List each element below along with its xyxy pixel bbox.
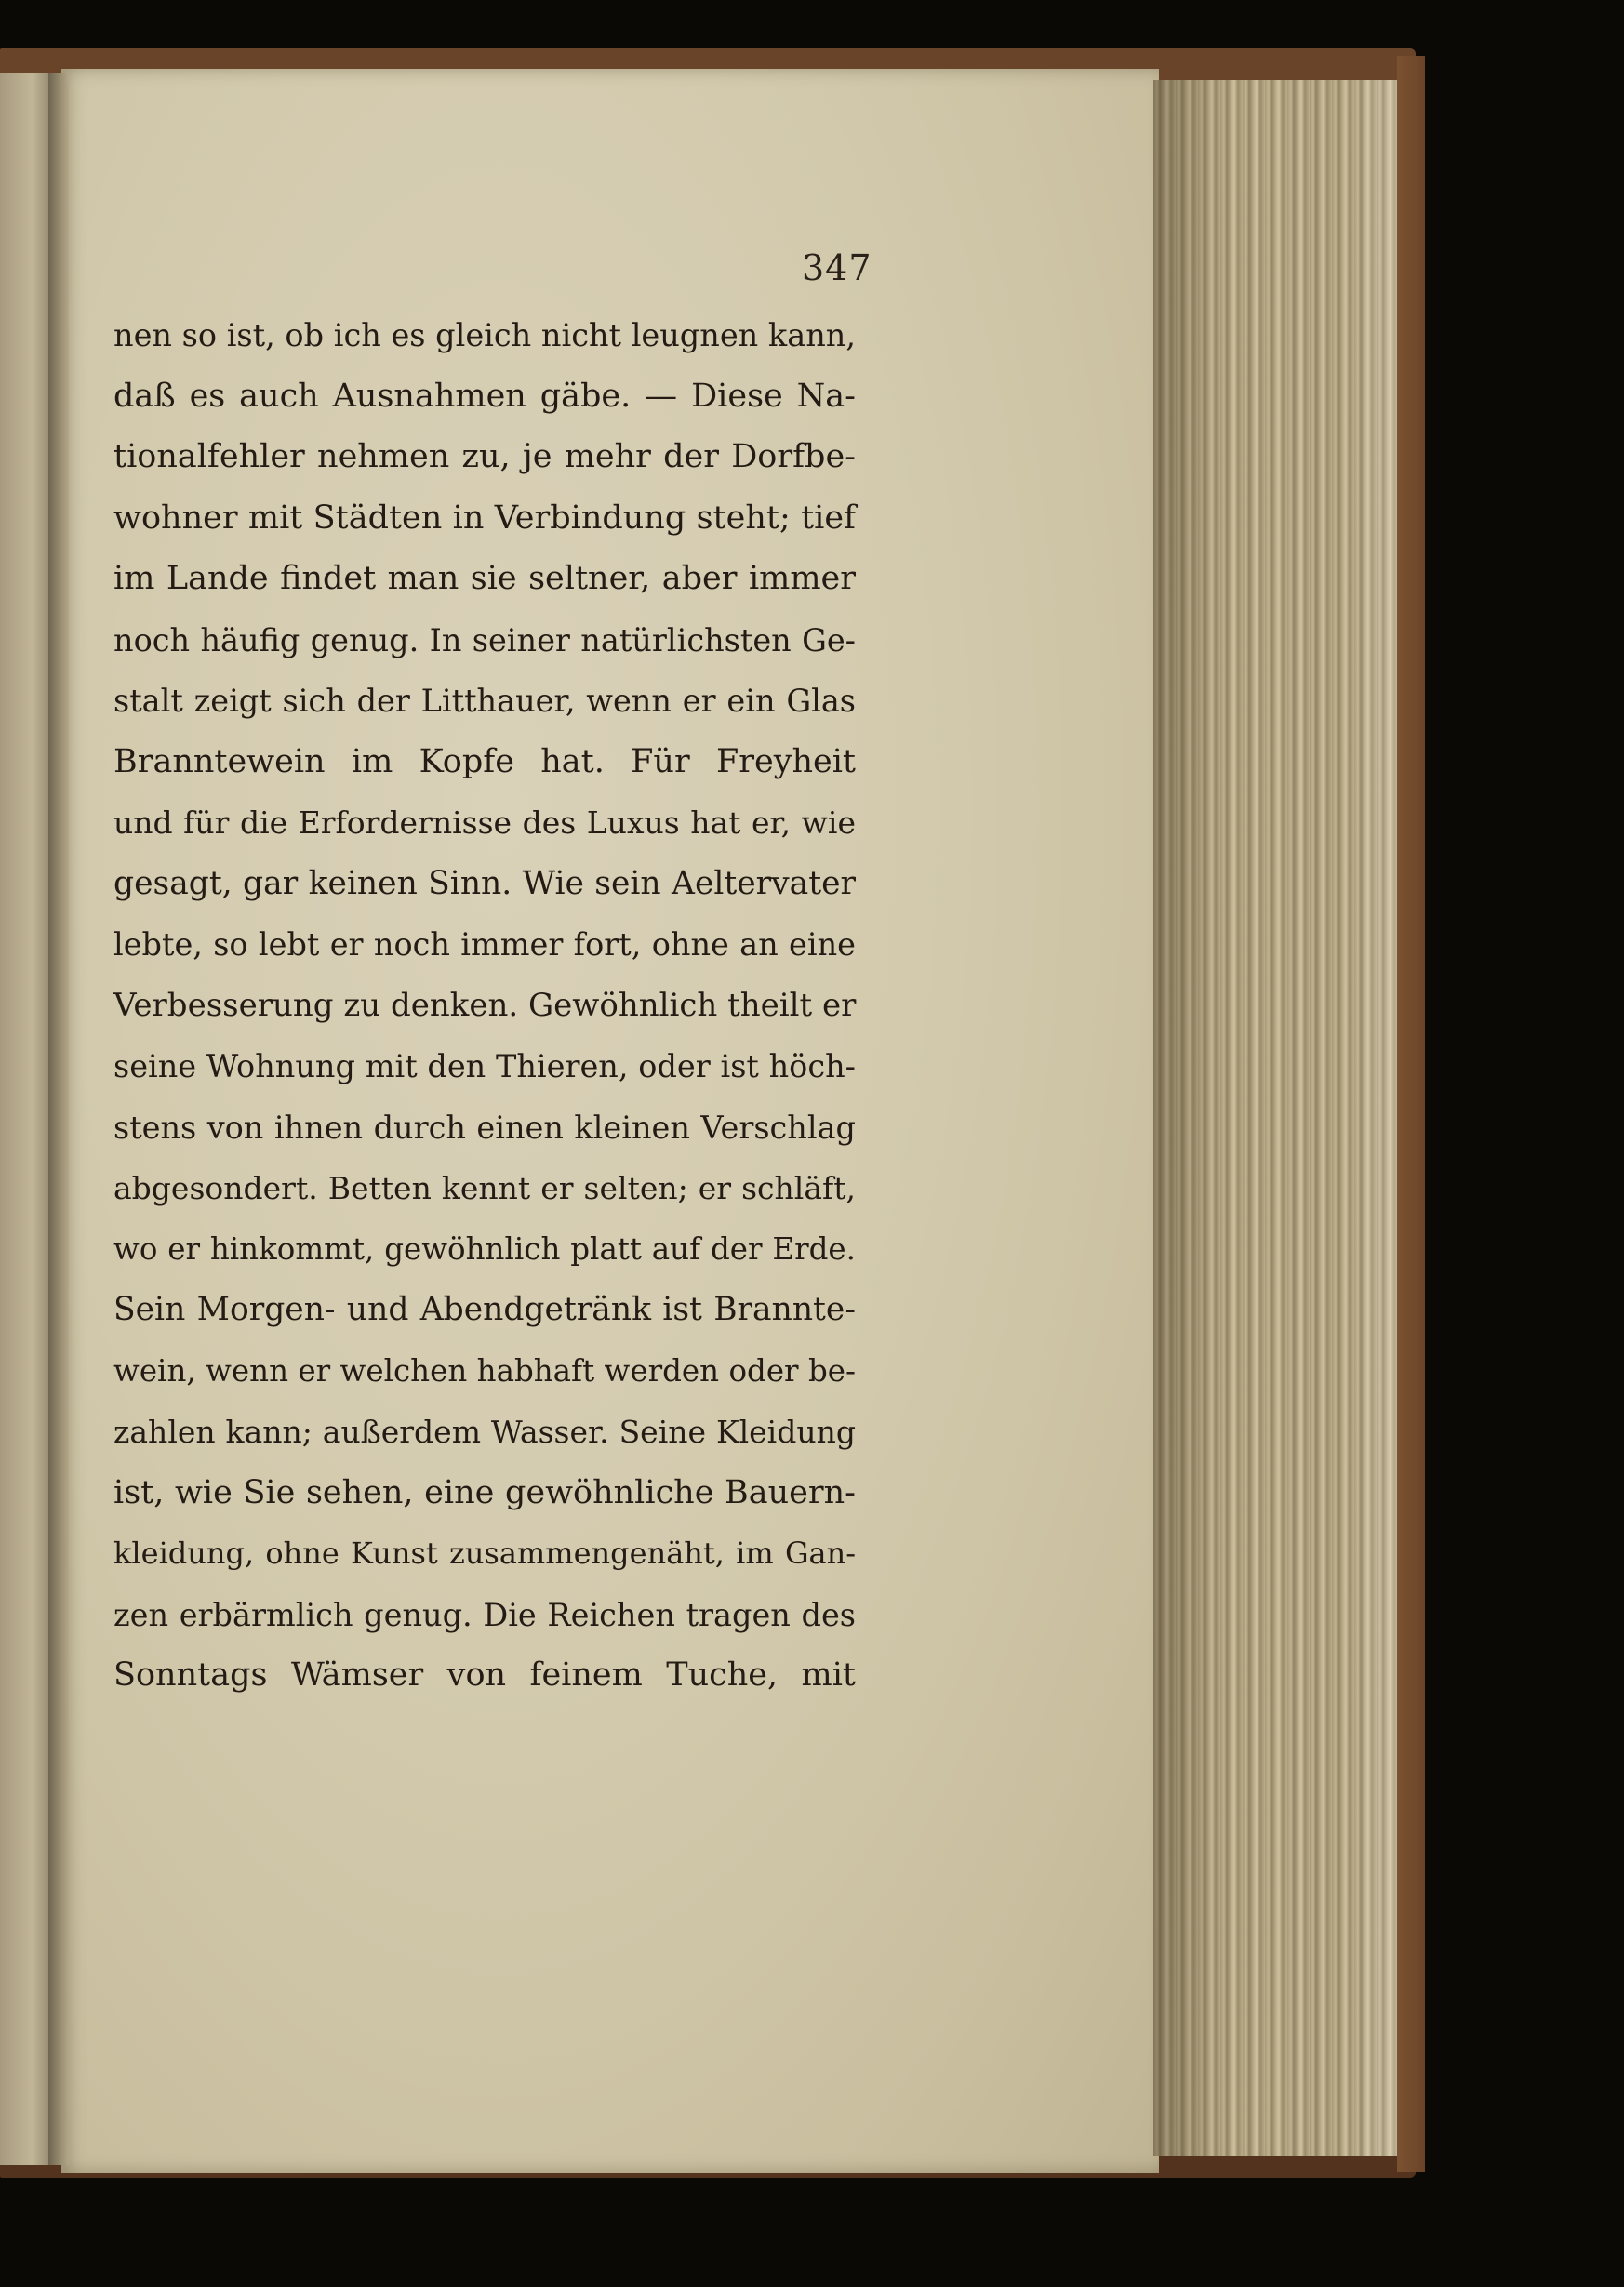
text-line: gesagt, gar keinen Sinn. Wie sein Aeltervater (113, 864, 856, 902)
text-line: Sonntags Wämser von feinem Tuche, mit (113, 1656, 856, 1694)
text-line: zahlen kann; außerdem Wasser. Seine Kleidung (113, 1414, 856, 1450)
text-line: wo er hinkommt, gewöhnlich platt auf der Erde. (113, 1230, 856, 1267)
body-text (113, 305, 856, 1707)
page-edge-shade (1153, 80, 1397, 2156)
text-line: Sein Morgen- und Abendgetränk ist Brannte- (113, 1291, 856, 1328)
text-line: stens von ihnen durch einen kleinen Verschlag (113, 1109, 856, 1146)
text-line: Verbesserung zu denken. Gewöhnlich theilt er (113, 986, 857, 1024)
text-line: abgesondert. Betten kennt er selten; er schläft, (113, 1170, 856, 1206)
text-line: ist, wie Sie sehen, eine gewöhnliche Bauern- (113, 1473, 856, 1511)
text-line: zen erbärmlich genug. Die Reichen tragen des (113, 1596, 856, 1633)
text-line: kleidung, ohne Kunst zusammengenäht, im Gan- (113, 1536, 856, 1571)
text-line: und für die Erfordernisse des Luxus hat er, wie (113, 804, 856, 841)
text-line: daß es auch Ausnahmen gäbe. — Diese Na- (113, 377, 856, 415)
text-line: nen so ist, ob ich es gleich nicht leugnen kann, (113, 317, 856, 353)
text-line: wohner mit Städten in Verbindung steht; tief (113, 499, 856, 537)
text-line: tionalfehler nehmen zu, je mehr der Dorfbe- (113, 438, 856, 475)
text-line: stalt zeigt sich der Litthauer, wenn er ein Glas (113, 683, 856, 719)
page-gutter (48, 73, 69, 2165)
text-line: noch häufig genug. In seiner natürlichsten Ge- (113, 621, 856, 658)
text-line: lebte, so lebt er noch immer fort, ohne an eine (113, 926, 856, 963)
cover-right-edge (1397, 56, 1425, 2172)
text-line: seine Wohnung mit den Thieren, oder ist höch- (113, 1048, 856, 1084)
text-line: wein, wenn er welchen habhaft werden oder be- (113, 1352, 856, 1389)
left-page-edge (0, 73, 54, 2165)
text-line: Branntewein im Kopfe hat. Für Freyheit (113, 742, 856, 780)
page-number: 347 (802, 247, 872, 288)
text-line: im Lande findet man sie seltner, aber immer (113, 560, 856, 597)
